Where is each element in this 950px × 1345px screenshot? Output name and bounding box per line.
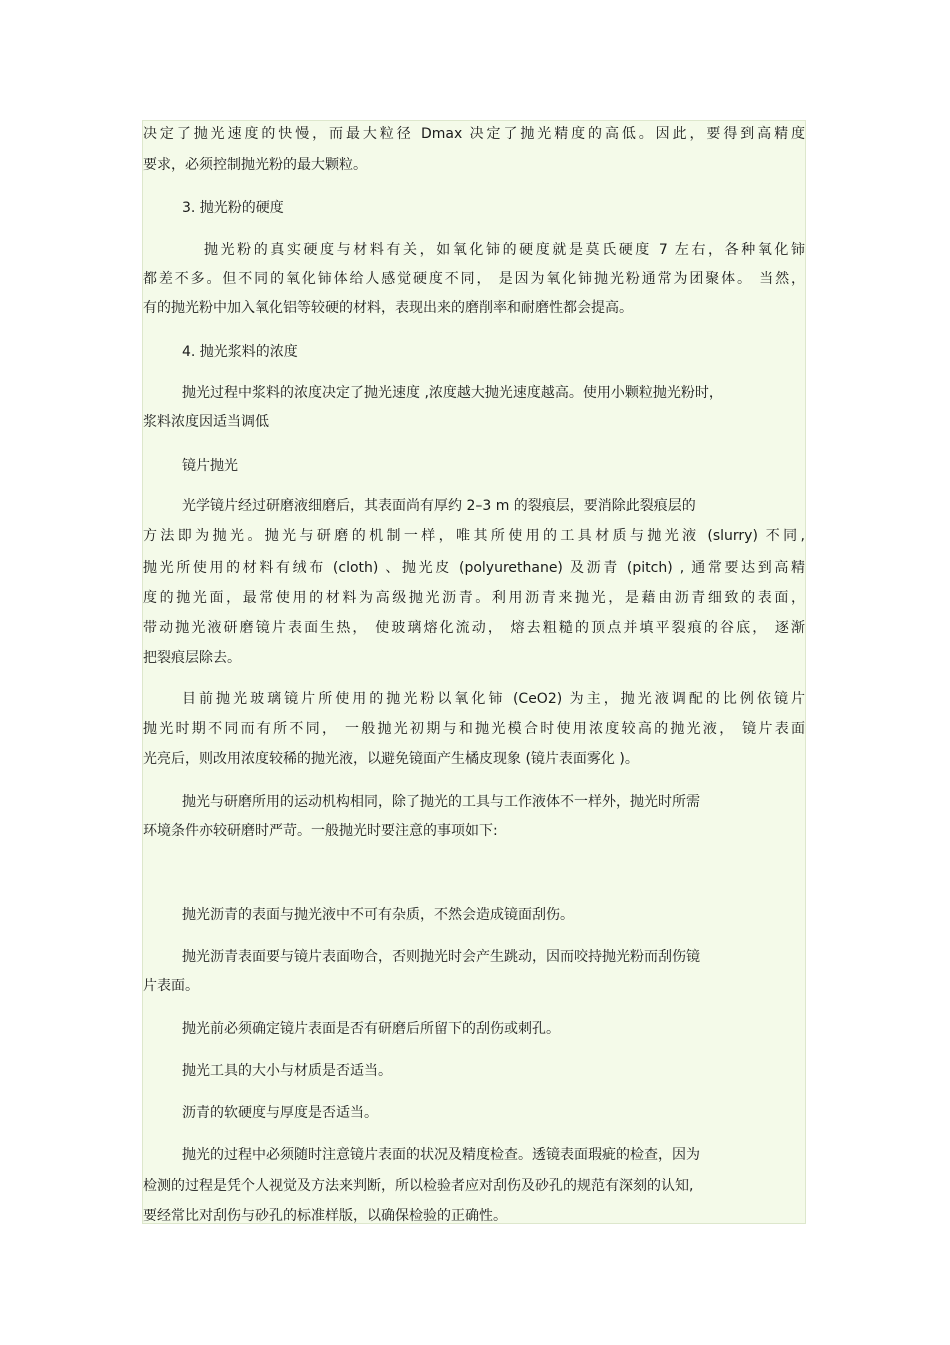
text-line: 光亮后，则改用浓度较稀的抛光液，以避免镜面产生橘皮现象 (镜片表面雾化 )。 xyxy=(143,751,639,767)
text-line: 把裂痕层除去。 xyxy=(143,650,241,666)
text-line: 光学镜片经过研磨液细磨后，其表面尚有厚约 2–3 m 的裂痕层，要消除此裂痕层的 xyxy=(182,498,696,514)
list-item: 抛光工具的大小与材质是否适当。 xyxy=(182,1063,392,1079)
text-line: 环境条件亦较研磨时严苛。一般抛光时要注意的事项如下: xyxy=(143,823,498,839)
text-line: 抛光与研磨所用的运动机构相同，除了抛光的工具与工作液体不一样外，抛光时所需 xyxy=(182,794,700,810)
text-line: 目前抛光玻璃镜片所使用的抛光粉以氧化铈 (CeO2) 为主，抛光液调配的比例依镜片 xyxy=(182,691,805,707)
text-line: 度的抛光面，最常使用的材料为高级抛光沥青。利用沥青来抛光，是藉由沥青细致的表面， xyxy=(143,590,805,606)
text-line: 抛光粉的真实硬度与材料有关，如氧化铈的硬度就是莫氏硬度 7 左右，各种氧化铈 xyxy=(204,242,805,258)
text-line: 抛光时期不同而有所不同， 一般抛光初期与和抛光模合时使用浓度较高的抛光液， 镜片表面 xyxy=(143,721,805,737)
text-line: 抛光的过程中必须随时注意镜片表面的状况及精度检查。透镜表面瑕疵的检查，因为 xyxy=(182,1147,700,1163)
list-item: 沥青的软硬度与厚度是否适当。 xyxy=(182,1105,378,1121)
text-line: 检测的过程是凭个人视觉及方法来判断，所以检验者应对刮伤及砂孔的规范有深刻的认知, xyxy=(143,1178,694,1194)
text-line: 决定了抛光速度的快慢，而最大粒径 Dmax 决定了抛光精度的高低。因此，要得到高精度 xyxy=(143,126,805,142)
text-line: 带动抛光液研磨镜片表面生热， 使玻璃熔化流动， 熔去粗糙的顶点并填平裂痕的谷底， 逐渐 xyxy=(143,620,805,636)
text-line: 抛光过程中浆料的浓度决定了抛光速度 ,浓度越大抛光速度越高。使用小颗粒抛光粉时， xyxy=(182,385,723,401)
text-line: 抛光所使用的材料有绒布 (cloth) 、抛光皮 (polyurethane) 及沥青 (pitch) , 通常要达到高精 xyxy=(143,560,805,576)
text-line: 浆料浓度因适当调低 xyxy=(143,414,269,430)
text-line: 有的抛光粉中加入氧化铝等较硬的材料，表现出来的磨削率和耐磨性都会提高。 xyxy=(143,300,633,316)
section-heading: 4. 抛光浆料的浓度 xyxy=(182,344,298,360)
list-item: 抛光前必须确定镜片表面是否有研磨后所留下的刮伤或刺孔。 xyxy=(182,1021,560,1037)
list-item: 片表面。 xyxy=(143,978,199,994)
section-heading: 3. 抛光粉的硬度 xyxy=(182,200,284,216)
text-line: 都差不多。但不同的氧化铈体给人感觉硬度不同， 是因为氧化铈抛光粉通常为团聚体。 当然， xyxy=(143,271,805,287)
text-line: 方法即为抛光。抛光与研磨的机制一样，唯其所使用的工具材质与抛光液 (slurry) 不同, xyxy=(143,528,805,544)
list-item: 抛光沥青表面要与镜片表面吻合，否则抛光时会产生跳动，因而咬持抛光粉而刮伤镜 xyxy=(182,949,700,965)
text-line: 要求，必须控制抛光粉的最大颗粒。 xyxy=(143,157,367,173)
list-item: 抛光沥青的表面与抛光液中不可有杂质，不然会造成镜面刮伤。 xyxy=(182,907,574,923)
section-heading: 镜片抛光 xyxy=(182,458,238,474)
text-line: 要经常比对刮伤与砂孔的标准样版，以确保检验的正确性。 xyxy=(143,1208,507,1224)
